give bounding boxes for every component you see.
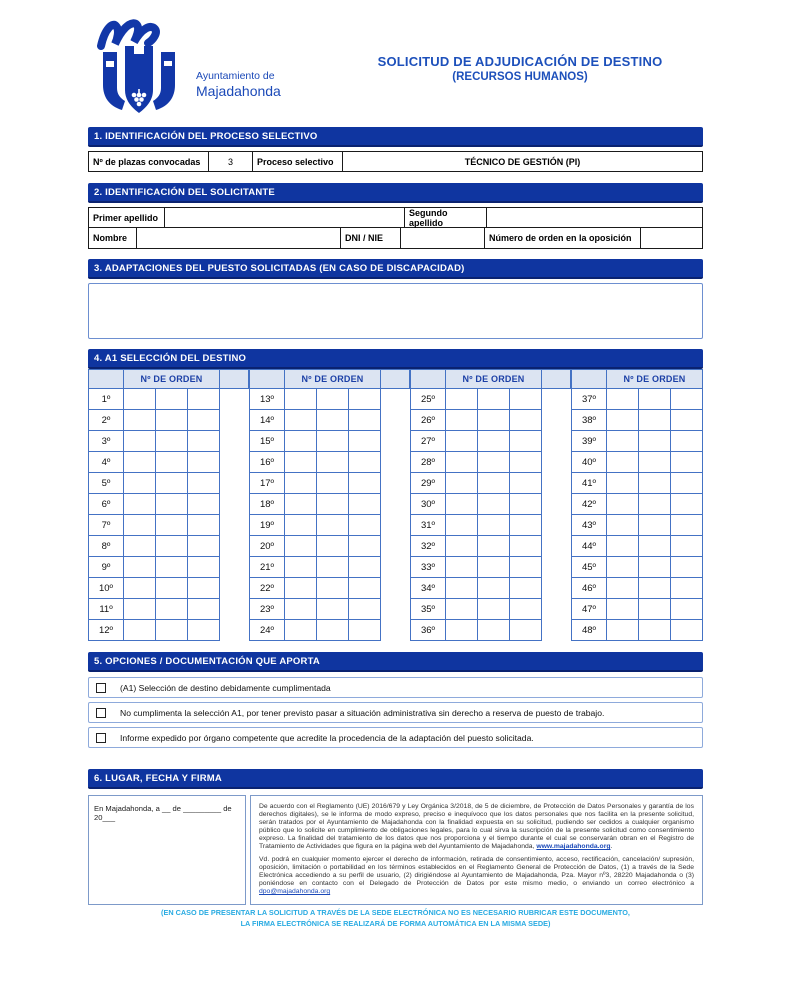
gap-cell bbox=[381, 515, 410, 536]
order-entry-cell[interactable] bbox=[510, 557, 542, 578]
order-entry-cell[interactable] bbox=[478, 557, 510, 578]
order-row-label: 8º bbox=[88, 536, 124, 557]
order-row-label: 27º bbox=[410, 431, 446, 452]
order-entry-cell[interactable] bbox=[285, 473, 317, 494]
order-row-label: 25º bbox=[410, 389, 446, 410]
order-entry-cell[interactable] bbox=[285, 578, 317, 599]
order-entry-cell[interactable] bbox=[188, 431, 220, 452]
section2-row2 bbox=[88, 228, 703, 249]
proceso-label: Proceso selectivo bbox=[253, 151, 343, 172]
order-header-corner bbox=[571, 369, 607, 389]
order-entry-cell[interactable] bbox=[156, 494, 188, 515]
gap-cell bbox=[381, 410, 410, 431]
order-row-label: 39º bbox=[571, 431, 607, 452]
note-line2: LA FIRMA ELECTRÓNICA SE REALIZARÁ DE FORMA AUTOMÁTICA EN LA MISMA SEDE) bbox=[240, 918, 551, 928]
order-column-header: Nº DE ORDEN bbox=[124, 369, 220, 389]
order-entry-cell[interactable] bbox=[446, 557, 478, 578]
order-entry-cell[interactable] bbox=[639, 389, 671, 410]
order-column-header: Nº DE ORDEN bbox=[285, 369, 381, 389]
document-title-line2: (RECURSOS HUMANOS) bbox=[452, 71, 588, 83]
order-entry-cell[interactable] bbox=[317, 515, 349, 536]
order-entry-cell[interactable] bbox=[124, 431, 156, 452]
order-entry-cell[interactable] bbox=[156, 557, 188, 578]
order-column-header: Nº DE ORDEN bbox=[607, 369, 703, 389]
order-row-label: 45º bbox=[571, 557, 607, 578]
section2-header: 2. IDENTIFICACIÓN DEL SOLICITANTE bbox=[88, 183, 703, 203]
order-row-label: 40º bbox=[571, 452, 607, 473]
order-row-label: 10º bbox=[88, 578, 124, 599]
gap-cell bbox=[381, 389, 410, 410]
order-entry-cell[interactable] bbox=[317, 578, 349, 599]
order-entry-cell[interactable] bbox=[510, 389, 542, 410]
order-entry-cell[interactable] bbox=[510, 578, 542, 599]
order-row-label: 31º bbox=[410, 515, 446, 536]
order-entry-cell[interactable] bbox=[510, 452, 542, 473]
city-crest-icon bbox=[88, 16, 190, 116]
gap-cell bbox=[381, 431, 410, 452]
order-entry-cell[interactable] bbox=[446, 620, 478, 641]
privacy-paragraph-1 bbox=[259, 803, 694, 851]
gap-cell bbox=[542, 410, 571, 431]
option-label-a1: (A1) Selección de destino debidamente cumplimentada bbox=[120, 682, 331, 693]
order-entry-cell[interactable] bbox=[124, 494, 156, 515]
order-entry-cell[interactable] bbox=[124, 515, 156, 536]
order-entry-cell[interactable] bbox=[671, 431, 703, 452]
order-entry-cell[interactable] bbox=[188, 599, 220, 620]
order-entry-cell[interactable] bbox=[156, 389, 188, 410]
order-row-label: 17º bbox=[249, 473, 285, 494]
order-entry-cell[interactable] bbox=[285, 452, 317, 473]
section4-header: 4. A1 SELECCIÓN DEL DESTINO bbox=[88, 349, 703, 369]
order-column-header: Nº DE ORDEN bbox=[446, 369, 542, 389]
order-entry-cell[interactable] bbox=[607, 536, 639, 557]
order-entry-cell[interactable] bbox=[156, 536, 188, 557]
gap-cell bbox=[220, 599, 249, 620]
order-entry-cell[interactable] bbox=[285, 515, 317, 536]
privacy-box bbox=[250, 795, 703, 905]
order-entry-cell[interactable] bbox=[607, 410, 639, 431]
order-row-label: 46º bbox=[571, 578, 607, 599]
gap-cell bbox=[381, 536, 410, 557]
order-entry-cell[interactable] bbox=[446, 515, 478, 536]
order-entry-cell[interactable] bbox=[671, 515, 703, 536]
order-row-label: 14º bbox=[249, 410, 285, 431]
section1-row bbox=[88, 151, 703, 172]
gap-cell bbox=[542, 389, 571, 410]
order-entry-cell[interactable] bbox=[510, 473, 542, 494]
order-row-label: 42º bbox=[571, 494, 607, 515]
order-row-label: 4º bbox=[88, 452, 124, 473]
nombre-label: Nombre bbox=[88, 228, 137, 249]
dpo-email-link[interactable]: dpo@majadahonda.org bbox=[259, 888, 331, 896]
order-entry-cell[interactable] bbox=[478, 410, 510, 431]
plazas-value[interactable]: 3 bbox=[209, 151, 253, 172]
option-row-informe bbox=[88, 727, 703, 748]
adaptaciones-textbox[interactable] bbox=[88, 283, 703, 339]
order-row-label: 11º bbox=[88, 599, 124, 620]
order-entry-cell[interactable] bbox=[188, 515, 220, 536]
order-row-label: 20º bbox=[249, 536, 285, 557]
gap-cell bbox=[542, 494, 571, 515]
order-entry-cell[interactable] bbox=[188, 578, 220, 599]
order-row-label: 41º bbox=[571, 473, 607, 494]
order-entry-cell[interactable] bbox=[510, 536, 542, 557]
plazas-label: Nº de plazas convocadas bbox=[88, 151, 209, 172]
order-row-label: 18º bbox=[249, 494, 285, 515]
electronic-signature-note bbox=[88, 908, 703, 929]
order-row-label: 15º bbox=[249, 431, 285, 452]
order-entry-cell[interactable] bbox=[349, 494, 381, 515]
gap-cell bbox=[220, 494, 249, 515]
gap-cell bbox=[542, 578, 571, 599]
header-gap-cell bbox=[220, 369, 249, 389]
order-entry-cell[interactable] bbox=[285, 389, 317, 410]
privacy-p2-text: Vd. podrá en cualquier momento ejercer el derecho de información, retirada de consentimiento, acceso, rectificación, cancelación/ supresión, oposición, limitación o portabilidad en los términos establecidos en el Reglamento General de Protección de Datos, (1) a través de la Sede Electrónica accediendo a su perfil de usuario, (2) dirigiéndose al Ayuntamiento de Majadahonda, Pza. Mayor nº3, 28220 Majadahonda o (3) poniéndose en contacto con el Delegado de Protección de Datos por este mismo medio, o enviando un correo electrónico a bbox=[259, 856, 694, 888]
order-entry-cell[interactable] bbox=[510, 410, 542, 431]
order-entry-cell[interactable] bbox=[124, 473, 156, 494]
gap-cell bbox=[220, 536, 249, 557]
order-header-corner bbox=[249, 369, 285, 389]
order-entry-cell[interactable] bbox=[607, 515, 639, 536]
order-entry-cell[interactable] bbox=[510, 431, 542, 452]
gap-cell bbox=[220, 431, 249, 452]
order-entry-cell[interactable] bbox=[124, 410, 156, 431]
order-entry-cell[interactable] bbox=[349, 536, 381, 557]
order-entry-cell[interactable] bbox=[446, 389, 478, 410]
gap-cell bbox=[220, 620, 249, 641]
order-entry-cell[interactable] bbox=[446, 431, 478, 452]
order-entry-cell[interactable] bbox=[188, 389, 220, 410]
order-row-label: 23º bbox=[249, 599, 285, 620]
order-entry-cell[interactable] bbox=[671, 557, 703, 578]
order-entry-cell[interactable] bbox=[188, 620, 220, 641]
order-entry-cell[interactable] bbox=[349, 473, 381, 494]
order-entry-cell[interactable] bbox=[607, 473, 639, 494]
order-row-label: 38º bbox=[571, 410, 607, 431]
order-entry-cell[interactable] bbox=[446, 473, 478, 494]
order-row-label: 32º bbox=[410, 536, 446, 557]
section2-row1 bbox=[88, 207, 703, 228]
proceso-value[interactable]: TÉCNICO DE GESTIÓN (PI) bbox=[343, 151, 703, 172]
gap-cell bbox=[542, 515, 571, 536]
option-label-informe: Informe expedido por órgano competente que acredite la procedencia de la adaptación del puesto solicitada. bbox=[120, 732, 534, 743]
order-row-label: 43º bbox=[571, 515, 607, 536]
order-entry-cell[interactable] bbox=[639, 536, 671, 557]
gap-cell bbox=[381, 620, 410, 641]
order-entry-cell[interactable] bbox=[156, 515, 188, 536]
privacy-p1-text: De acuerdo con el Reglamento (UE) 2016/679 y Ley Orgánica 3/2018, de 5 de diciembre, de Protección de Datos Personales y garantía de los derechos digitales), se le informa de modo expreso, preciso e inequívoco que los datos personales que nos facilita en la presente solicitud, serán tratados por el Ayuntamiento de Majadahonda con la finalidad expuesta en su solicitud, pudiendo ser cedidos a cualquier organismo público que lo solicite en cumplimiento de obligaciones legales, para lo cual sirva la suscripción de la presente solicitud como consentimiento expreso. La finalidad del tratamiento de los datos que nos proporciona y el tiempo durante el cual se conservarán obran en el Registro de Tratamiento de Actividades que figura en la página web del Ayuntamiento de Majadahonda, bbox=[259, 803, 694, 851]
order-row-label: 34º bbox=[410, 578, 446, 599]
gap-cell bbox=[542, 557, 571, 578]
order-entry-cell[interactable] bbox=[510, 515, 542, 536]
order-row-label: 5º bbox=[88, 473, 124, 494]
order-entry-cell[interactable] bbox=[671, 620, 703, 641]
order-entry-cell[interactable] bbox=[671, 389, 703, 410]
order-entry-cell[interactable] bbox=[478, 536, 510, 557]
gap-cell bbox=[220, 473, 249, 494]
order-entry-cell[interactable] bbox=[478, 578, 510, 599]
privacy-paragraph-2 bbox=[259, 856, 694, 896]
section3-header: 3. ADAPTACIONES DEL PUESTO SOLICITADAS (EN CASO DE DISCAPACIDAD) bbox=[88, 259, 703, 279]
order-entry-cell[interactable] bbox=[607, 389, 639, 410]
order-row-label: 30º bbox=[410, 494, 446, 515]
dni-field[interactable] bbox=[401, 228, 485, 249]
order-entry-cell[interactable] bbox=[349, 578, 381, 599]
order-entry-cell[interactable] bbox=[639, 494, 671, 515]
order-entry-cell[interactable] bbox=[285, 536, 317, 557]
order-entry-cell[interactable] bbox=[156, 410, 188, 431]
order-entry-cell[interactable] bbox=[639, 557, 671, 578]
gap-cell bbox=[542, 431, 571, 452]
order-entry-cell[interactable] bbox=[639, 452, 671, 473]
dni-label: DNI / NIE bbox=[341, 228, 401, 249]
order-entry-cell[interactable] bbox=[285, 557, 317, 578]
order-entry-cell[interactable] bbox=[317, 620, 349, 641]
order-entry-cell[interactable] bbox=[124, 536, 156, 557]
order-entry-cell[interactable] bbox=[349, 389, 381, 410]
order-row-label: 24º bbox=[249, 620, 285, 641]
order-entry-cell[interactable] bbox=[446, 578, 478, 599]
order-entry-cell[interactable] bbox=[156, 599, 188, 620]
order-row-label: 6º bbox=[88, 494, 124, 515]
order-entry-cell[interactable] bbox=[607, 578, 639, 599]
order-row-label: 33º bbox=[410, 557, 446, 578]
order-entry-cell[interactable] bbox=[124, 599, 156, 620]
order-entry-cell[interactable] bbox=[671, 473, 703, 494]
order-entry-cell[interactable] bbox=[639, 599, 671, 620]
gap-cell bbox=[542, 536, 571, 557]
order-entry-cell[interactable] bbox=[317, 599, 349, 620]
order-entry-cell[interactable] bbox=[156, 578, 188, 599]
org-name bbox=[196, 70, 281, 101]
order-row-label: 13º bbox=[249, 389, 285, 410]
order-entry-cell[interactable] bbox=[510, 599, 542, 620]
order-entry-cell[interactable] bbox=[317, 536, 349, 557]
orden-oposicion-field[interactable] bbox=[641, 228, 703, 249]
order-header-corner bbox=[88, 369, 124, 389]
order-entry-cell[interactable] bbox=[188, 494, 220, 515]
orden-oposicion-label: Número de orden en la oposición bbox=[485, 228, 641, 249]
date-signature-box[interactable] bbox=[88, 795, 246, 905]
section1-header: 1. IDENTIFICACIÓN DEL PROCESO SELECTIVO bbox=[88, 127, 703, 147]
order-entry-cell[interactable] bbox=[156, 452, 188, 473]
order-entry-cell[interactable] bbox=[124, 620, 156, 641]
order-row-label: 26º bbox=[410, 410, 446, 431]
gap-cell bbox=[381, 578, 410, 599]
order-row-label: 29º bbox=[410, 473, 446, 494]
order-entry-cell[interactable] bbox=[124, 452, 156, 473]
order-entry-cell[interactable] bbox=[317, 473, 349, 494]
order-entry-cell[interactable] bbox=[639, 473, 671, 494]
order-entry-cell[interactable] bbox=[510, 494, 542, 515]
privacy-p1-after: . bbox=[610, 843, 613, 851]
order-entry-cell[interactable] bbox=[510, 620, 542, 641]
order-entry-cell[interactable] bbox=[349, 515, 381, 536]
checkbox-informe[interactable] bbox=[96, 733, 106, 743]
order-entry-cell[interactable] bbox=[349, 452, 381, 473]
order-entry-cell[interactable] bbox=[607, 599, 639, 620]
order-entry-cell[interactable] bbox=[478, 389, 510, 410]
order-entry-cell[interactable] bbox=[317, 389, 349, 410]
order-row-label: 35º bbox=[410, 599, 446, 620]
order-entry-cell[interactable] bbox=[188, 557, 220, 578]
gap-cell bbox=[220, 557, 249, 578]
order-entry-cell[interactable] bbox=[639, 410, 671, 431]
order-row-label: 21º bbox=[249, 557, 285, 578]
order-entry-cell[interactable] bbox=[317, 494, 349, 515]
note-line1: (EN CASO DE PRESENTAR LA SOLICITUD A TRAVÉS DE LA SEDE ELECTRÓNICA NO ES NECESARIO RUBRICAR ESTE DOCUMENTO, bbox=[161, 908, 630, 917]
order-row-label: 36º bbox=[410, 620, 446, 641]
order-entry-cell[interactable] bbox=[188, 452, 220, 473]
org-name-line1: Ayuntamiento de bbox=[196, 70, 275, 82]
gap-cell bbox=[220, 452, 249, 473]
gap-cell bbox=[381, 557, 410, 578]
order-entry-cell[interactable] bbox=[478, 620, 510, 641]
order-entry-cell[interactable] bbox=[478, 494, 510, 515]
order-entry-cell[interactable] bbox=[607, 452, 639, 473]
order-entry-cell[interactable] bbox=[317, 410, 349, 431]
org-name-line2: Majadahonda bbox=[196, 83, 281, 100]
order-entry-cell[interactable] bbox=[446, 494, 478, 515]
order-row-label: 12º bbox=[88, 620, 124, 641]
order-row-label: 19º bbox=[249, 515, 285, 536]
document-title bbox=[337, 54, 703, 83]
nombre-field[interactable] bbox=[137, 228, 341, 249]
order-entry-cell[interactable] bbox=[607, 620, 639, 641]
order-entry-cell[interactable] bbox=[478, 515, 510, 536]
gap-cell bbox=[220, 578, 249, 599]
order-entry-cell[interactable] bbox=[446, 452, 478, 473]
section5-header: 5. OPCIONES / DOCUMENTACIÓN QUE APORTA bbox=[88, 652, 703, 672]
order-entry-cell[interactable] bbox=[156, 620, 188, 641]
order-entry-cell[interactable] bbox=[188, 410, 220, 431]
date-line: En Majadahonda, a __ de _________ de 20___ bbox=[94, 804, 232, 822]
order-entry-cell[interactable] bbox=[285, 431, 317, 452]
order-entry-cell[interactable] bbox=[285, 620, 317, 641]
order-row-label: 16º bbox=[249, 452, 285, 473]
order-header-corner bbox=[410, 369, 446, 389]
gap-cell bbox=[220, 410, 249, 431]
order-row-label: 44º bbox=[571, 536, 607, 557]
order-entry-cell[interactable] bbox=[349, 620, 381, 641]
order-row-label: 9º bbox=[88, 557, 124, 578]
order-entry-cell[interactable] bbox=[607, 494, 639, 515]
order-entry-cell[interactable] bbox=[671, 578, 703, 599]
gap-cell bbox=[381, 473, 410, 494]
order-entry-cell[interactable] bbox=[478, 473, 510, 494]
order-row-label: 47º bbox=[571, 599, 607, 620]
order-entry-cell[interactable] bbox=[446, 599, 478, 620]
order-entry-cell[interactable] bbox=[671, 410, 703, 431]
option-row-no-cumplimenta bbox=[88, 702, 703, 723]
order-entry-cell[interactable] bbox=[317, 452, 349, 473]
order-entry-cell[interactable] bbox=[349, 431, 381, 452]
order-entry-cell[interactable] bbox=[639, 431, 671, 452]
order-entry-cell[interactable] bbox=[639, 578, 671, 599]
gap-cell bbox=[542, 473, 571, 494]
order-entry-cell[interactable] bbox=[639, 515, 671, 536]
gap-cell bbox=[542, 620, 571, 641]
gap-cell bbox=[220, 515, 249, 536]
order-entry-cell[interactable] bbox=[317, 431, 349, 452]
order-entry-cell[interactable] bbox=[349, 557, 381, 578]
order-entry-cell[interactable] bbox=[671, 452, 703, 473]
order-entry-cell[interactable] bbox=[156, 473, 188, 494]
order-row-label: 28º bbox=[410, 452, 446, 473]
order-entry-cell[interactable] bbox=[607, 431, 639, 452]
option-label-no-cumplimenta: No cumplimenta la selección A1, por tener previsto pasar a situación administrativa sin derecho a reserva de puesto de trabajo. bbox=[120, 707, 605, 718]
order-entry-cell[interactable] bbox=[478, 599, 510, 620]
gap-cell bbox=[381, 452, 410, 473]
order-entry-cell[interactable] bbox=[156, 431, 188, 452]
destino-grid bbox=[88, 369, 703, 641]
order-entry-cell[interactable] bbox=[285, 599, 317, 620]
majadahonda-logo-icon bbox=[88, 16, 190, 116]
order-entry-cell[interactable] bbox=[607, 557, 639, 578]
order-row-label: 2º bbox=[88, 410, 124, 431]
primer-apellido-field[interactable] bbox=[165, 207, 405, 228]
document-title-line1: SOLICITUD DE ADJUDICACIÓN DE DESTINO bbox=[377, 54, 663, 69]
order-entry-cell[interactable] bbox=[124, 389, 156, 410]
primer-apellido-label: Primer apellido bbox=[88, 207, 165, 228]
section6-header: 6. LUGAR, FECHA Y FIRMA bbox=[88, 769, 703, 789]
gap-cell bbox=[542, 452, 571, 473]
order-entry-cell[interactable] bbox=[349, 410, 381, 431]
gap-cell bbox=[381, 494, 410, 515]
header-gap-cell bbox=[381, 369, 410, 389]
order-entry-cell[interactable] bbox=[285, 494, 317, 515]
order-entry-cell[interactable] bbox=[478, 431, 510, 452]
order-entry-cell[interactable] bbox=[188, 473, 220, 494]
order-entry-cell[interactable] bbox=[349, 599, 381, 620]
order-entry-cell[interactable] bbox=[188, 536, 220, 557]
order-entry-cell[interactable] bbox=[671, 599, 703, 620]
order-entry-cell[interactable] bbox=[285, 410, 317, 431]
order-entry-cell[interactable] bbox=[124, 557, 156, 578]
segundo-apellido-label: Segundo apellido bbox=[405, 207, 487, 228]
order-row-label: 7º bbox=[88, 515, 124, 536]
gap-cell bbox=[542, 599, 571, 620]
order-row-label: 1º bbox=[88, 389, 124, 410]
checkbox-a1[interactable] bbox=[96, 683, 106, 693]
option-row-a1 bbox=[88, 677, 703, 698]
order-entry-cell[interactable] bbox=[124, 578, 156, 599]
order-entry-cell[interactable] bbox=[446, 536, 478, 557]
segundo-apellido-field[interactable] bbox=[487, 207, 703, 228]
gap-cell bbox=[381, 599, 410, 620]
order-entry-cell[interactable] bbox=[639, 620, 671, 641]
order-row-label: 48º bbox=[571, 620, 607, 641]
checkbox-no-cumplimenta[interactable] bbox=[96, 708, 106, 718]
order-entry-cell[interactable] bbox=[317, 557, 349, 578]
header-gap-cell bbox=[542, 369, 571, 389]
order-entry-cell[interactable] bbox=[671, 536, 703, 557]
majadahonda-website-link[interactable]: www.majadahonda.org bbox=[536, 843, 611, 851]
order-row-label: 3º bbox=[88, 431, 124, 452]
order-row-label: 22º bbox=[249, 578, 285, 599]
order-row-label: 37º bbox=[571, 389, 607, 410]
order-entry-cell[interactable] bbox=[478, 452, 510, 473]
order-entry-cell[interactable] bbox=[446, 410, 478, 431]
order-entry-cell[interactable] bbox=[671, 494, 703, 515]
gap-cell bbox=[220, 389, 249, 410]
